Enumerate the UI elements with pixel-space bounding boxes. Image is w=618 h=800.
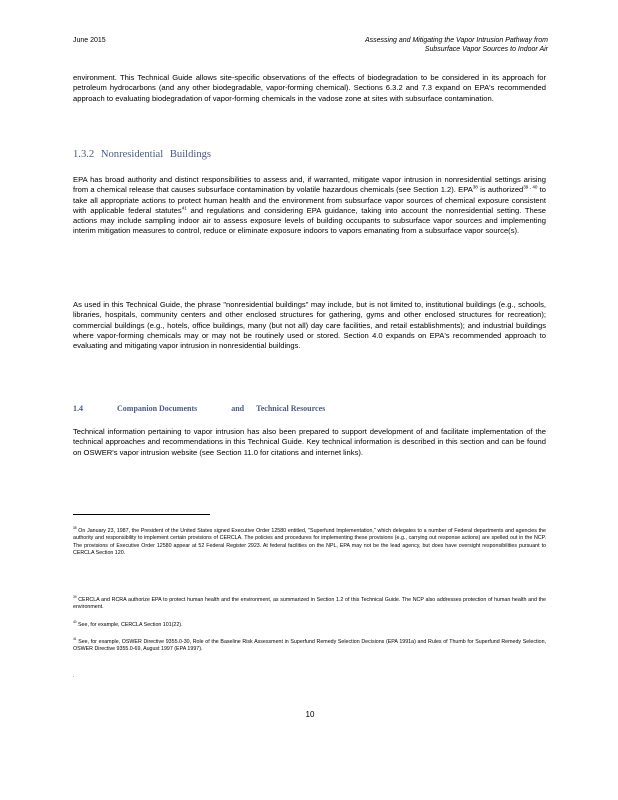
section-number: 1.4	[73, 404, 83, 413]
footnote-text: CERCLA and RCRA authorize EPA to protect human health and the environment, as summarized in Section 1.2 of this Technical Guide. The NCP also addresses protection of human health and the environment.	[73, 597, 546, 611]
footnote-ref-41: 41	[181, 205, 187, 211]
paragraph-companion-documents: Technical information pertaining to vapor intrusion has also been prepared to support development of and facilitate implementation of the technical approaches and recommendations in this Technical Guide. Key technical information is described in this section and can be found on OSWER's vapor intrusion website (see Section 11.0 for citations and internet links).	[73, 427, 546, 457]
footnote-number: 41	[73, 637, 77, 642]
footnote-text: On January 23, 1987, the President of the United States signed Executive Order 12580 entitled, "Superfund Implementation," which delegates to a number of Federal departments and agencies the authority and responsibility to implement certain provisions of CERCLA. The policies and procedures for implementing these provisions (e.g., carrying out response actions) are spelled out in the NCP. The provisions of Executive Order 12580 appear at 52 Federal Register 2923. At federal facilities on the NPL, EPA may not be the lead agency, but does have oversight responsibilities pursuant to CERCLA Section 120.	[73, 528, 546, 557]
para2-text-c: to take all appropriate actions to protect human health and the environment from subsurface vapor sources of chemical exposure consistent with applicable federal statutes	[73, 185, 547, 215]
footnote-39	[73, 597, 546, 612]
section-title-2: Technical Resources	[256, 404, 326, 413]
paragraph-nonresidential-authority	[73, 175, 546, 237]
section-heading-1-4	[73, 404, 325, 413]
footnote-ref-38: 38	[472, 184, 478, 190]
footnote-text: See, for example, CERCLA Section 101(22).	[78, 622, 183, 628]
section-title-and: and	[231, 404, 245, 413]
paragraph-biodegradation: environment. This Technical Guide allows site-specific observations of the effects of biodegradation to be considered in its approach for petroleum hydrocarbons (and any other biodegradable, vapor-forming chemical). Sections 6.3.2 and 7.3 expand on EPA's recommended approach to evaluating biodegradation of vapor-forming chemicals in the vadose zone at sites with subsurface contamination.	[73, 73, 546, 103]
footnote-number: 39	[73, 595, 77, 600]
para2-text-b: is authorized	[477, 185, 524, 195]
section-heading-1-3-2: 1.3.2 Nonresidential Buildings	[73, 149, 212, 160]
paragraph-nonresidential-definition: As used in this Technical Guide, the phrase "nonresidential buildings" may include, but is not limited to, institutional buildings (e.g., schools, libraries, hospitals, community centers and other enclosed structures for gathering, gyms and other enclosed structures for recreation); commercial buildings (e.g., hotels, office buildings, many (but not all) day care facilities, and retail establishments); and industrial buildings where vapor-forming chemicals may or may not be routinely used or stored. Section 4.0 expands on EPA's recommended approach to evaluating and mitigating vapor intrusion in nonresidential buildings.	[73, 300, 546, 351]
footnote-38	[73, 528, 546, 558]
footnote-text: .	[73, 673, 75, 679]
footnote-40	[73, 622, 546, 629]
header-date: June 2015	[73, 37, 106, 44]
footnote-41	[73, 639, 546, 654]
footnote-trailing-mark	[73, 673, 546, 680]
page-number: 10	[305, 710, 315, 719]
header-title	[300, 36, 548, 54]
header-title-line2: Subsurface Vapor Sources to Indoor Air	[424, 46, 548, 53]
footnote-text: See, for example, OSWER Directive 9355.0-30, Role of the Baseline Risk Assessment in Superfund Remedy Selection Decisions (EPA 1991a) and Rules of Thumb for Superfund Remedy Selection, OSWER Directive 9355.0-69, August 1997 (EPA 1997).	[73, 639, 546, 653]
footnote-number: 38	[73, 526, 77, 531]
section-title: Companion Documents	[117, 404, 198, 413]
footnote-number: 40	[73, 620, 77, 625]
para2-text-d: and regulations and considering EPA guidance, taking into account the nonresidential setting. These actions may include sampling indoor air to assess exposure levels of building occupants to subsurface vapor sources and implementing interim mitigation measures to control, reduce or eliminate exposure indoors to vapors emanating from a subsurface vapor source(s).	[73, 205, 547, 236]
footnote-separator	[73, 514, 210, 515]
para2-text-a: EPA has broad authority and distinct responsibilities to assess and, if warranted, mitigate vapor intrusion in nonresidential settings arising from a chemical release that causes subsurface contamination by volatile hazardous chemicals (see Section 1.2). EPA	[73, 175, 546, 195]
footnote-ref-39-40: 39 , 40	[523, 184, 538, 190]
header-title-line1: Assessing and Mitigating the Vapor Intrusion Pathway from	[364, 37, 548, 44]
